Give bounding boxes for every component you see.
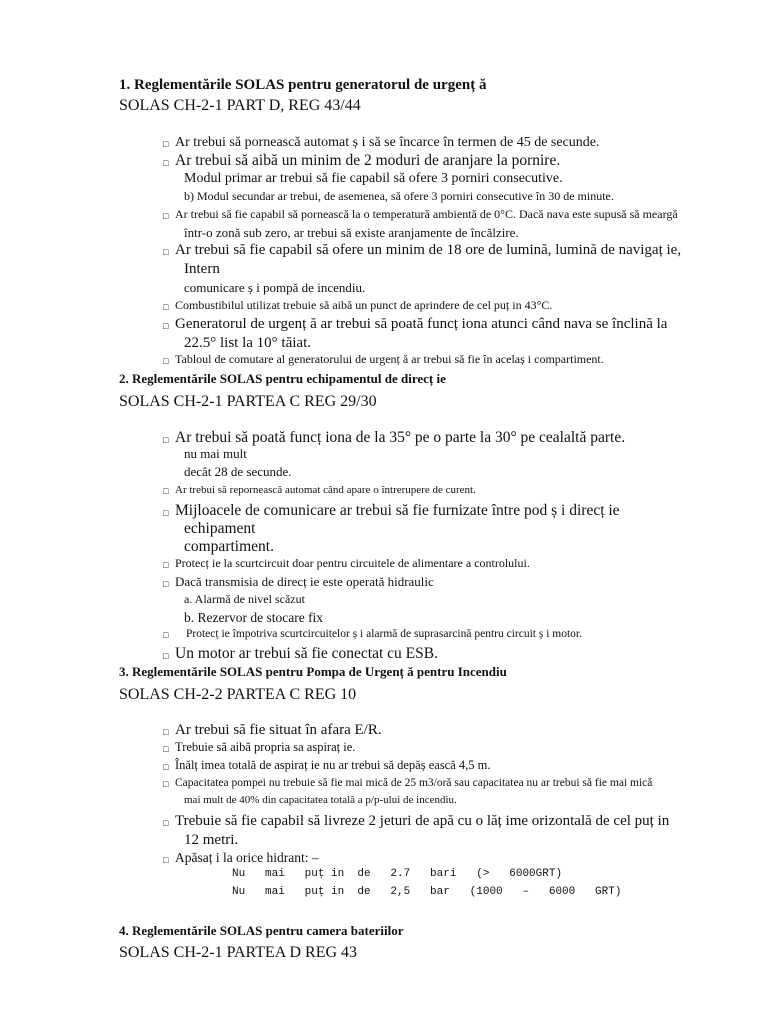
pressure-line-2: Nu mai puț in de 2,5 bar (1000 – 6000 GRT) [232, 886, 622, 898]
section-4-reference: SOLAS CH-2-1 PARTEA D REG 43 [119, 944, 358, 961]
list-item: □Mijloacele de comunicare ar trebui să fie furnizate între pod ș i direcț ie [163, 503, 620, 519]
bullet-icon [163, 244, 172, 254]
list-item-continuation: mai mult de 40% din capacitatea totală a p/p-ului de incendiu. [184, 794, 457, 806]
list-item: □Ar trebui să fie situat în afara E/R. [163, 723, 382, 738]
list-item: □Tabloul de comutare al generatorului de urgenț ă ar trebui să fie în acelaș i compartiment. [163, 353, 604, 365]
list-item-continuation: nu mai mult [184, 446, 247, 461]
bullet-icon [163, 779, 172, 789]
list-item: □Ar trebui să repornească automat când apare o întrerupere de curent. [163, 485, 476, 496]
list-item: □Apăsaț i la orice hidrant: – [163, 851, 319, 865]
list-item: □Ar trebui să aibă un minim de 2 moduri de aranjare la pornire. [163, 153, 560, 169]
list-item: □Protecț ie împotriva scurtcircuitelor ș i alarmă de suprasarcină pentru circuit ș i motor. [163, 629, 582, 641]
list-item: □Un motor ar trebui să fie conectat cu ESB. [163, 646, 438, 662]
list-item: □Trebuie să aibă propria sa aspiraț ie. [163, 741, 355, 754]
list-item: □Ar trebui să poată funcț iona de la 35° pe o parte la 30° pe cealaltă parte. [163, 430, 625, 446]
section-1-reference: SOLAS CH-2-1 PART D, REG 43/44 [119, 97, 361, 114]
list-item: □Ar trebui să fie capabil să pornească la o temperatură ambientă de 0°C. Dacă nava este supusă să meargă [163, 208, 678, 220]
bullet-icon [163, 318, 172, 328]
bullet-icon [163, 154, 172, 164]
list-item: □Generatorul de urgenț ă ar trebui să poată funcț iona atunci când nava se înclină la [163, 317, 667, 332]
list-item-continuation: 12 metri. [184, 832, 239, 848]
list-item-continuation: Intern [184, 261, 220, 277]
bullet-icon [163, 558, 172, 568]
list-item: □Capacitatea pompei nu trebuie să fie mai mică de 25 m3/oră sau capacitatea nu ar trebui să fie mai mică [163, 778, 652, 790]
section-2-reference: SOLAS CH-2-1 PARTEA C REG 29/30 [119, 393, 377, 410]
list-item: □Înălț imea totală de aspiraț ie nu ar trebui să depăș ească 4,5 m. [163, 759, 491, 772]
bullet-icon [163, 486, 172, 496]
bullet-icon [163, 760, 172, 770]
bullet-icon [163, 354, 172, 364]
bullet-icon [163, 137, 172, 147]
list-item-continuation: b. Rezervor de stocare fix [184, 610, 324, 625]
section-1-title: 1. Reglementările SOLAS pentru generatorul de urgenț ă [119, 77, 487, 93]
section-3-title: 3. Reglementările SOLAS pentru Pompa de Urgenț ă pentru Incendiu [119, 664, 507, 679]
bullet-icon [163, 576, 172, 586]
section-2-title: 2. Reglementările SOLAS pentru echipamentul de direcț ie [119, 371, 446, 386]
bullet-icon [163, 209, 172, 219]
pressure-line-1: Nu mai puț in de 2.7 bari (> 6000GRT) [232, 868, 563, 880]
bullet-icon [163, 742, 172, 752]
bullet-icon [163, 647, 172, 657]
list-item: □Combustibilul utilizat trebuie să aibă un punct de aprindere de cel puț in 43°C. [163, 299, 552, 311]
bullet-icon [163, 852, 172, 862]
bullet-icon [163, 504, 172, 514]
section-4-title: 4. Reglementările SOLAS pentru camera bateriilor [119, 923, 404, 938]
bullet-icon [163, 300, 172, 310]
list-item-continuation: a. Alarmă de nivel scăzut [184, 592, 305, 606]
bullet-icon [163, 431, 172, 441]
list-item-continuation: într-o zonă sub zero, ar trebui să existe aranjamente de încălzire. [184, 225, 519, 240]
list-item: □Trebuie să fie capabil să livreze 2 jeturi de apă cu o lăț ime orizontală de cel puț in [163, 814, 669, 829]
list-item: □Ar trebui să pornească automat ș i să se încarce în termen de 45 de secunde. [163, 136, 600, 150]
bullet-icon [163, 724, 172, 734]
list-item-continuation: b) Modul secundar ar trebui, de asemenea, să ofere 3 porniri consecutive în 30 de minute. [184, 189, 614, 203]
list-item-continuation: decât 28 de secunde. [184, 464, 292, 479]
section-3-reference: SOLAS CH-2-2 PARTEA C REG 10 [119, 686, 357, 703]
list-item-continuation: compartiment. [184, 538, 274, 555]
list-item-continuation: 22.5° list la 10° tăiat. [184, 335, 311, 351]
bullet-icon [163, 815, 172, 825]
list-item-continuation: Modul primar ar trebui să fie capabil să ofere 3 porniri consecutive. [184, 171, 563, 186]
list-item-continuation: comunicare ș i pompă de incendiu. [184, 280, 366, 295]
list-item: □Protecț ie la scurtcircuit doar pentru circuitele de alimentare a controlului. [163, 557, 530, 569]
list-item: □Ar trebui să fie capabil să ofere un minim de 18 ore de lumină, lumină de navigaț ie, [163, 243, 681, 258]
bullet-icon [163, 630, 172, 640]
list-item-continuation: echipament [184, 520, 256, 537]
list-item: □Dacă transmisia de direcț ie este operată hidraulic [163, 575, 434, 588]
